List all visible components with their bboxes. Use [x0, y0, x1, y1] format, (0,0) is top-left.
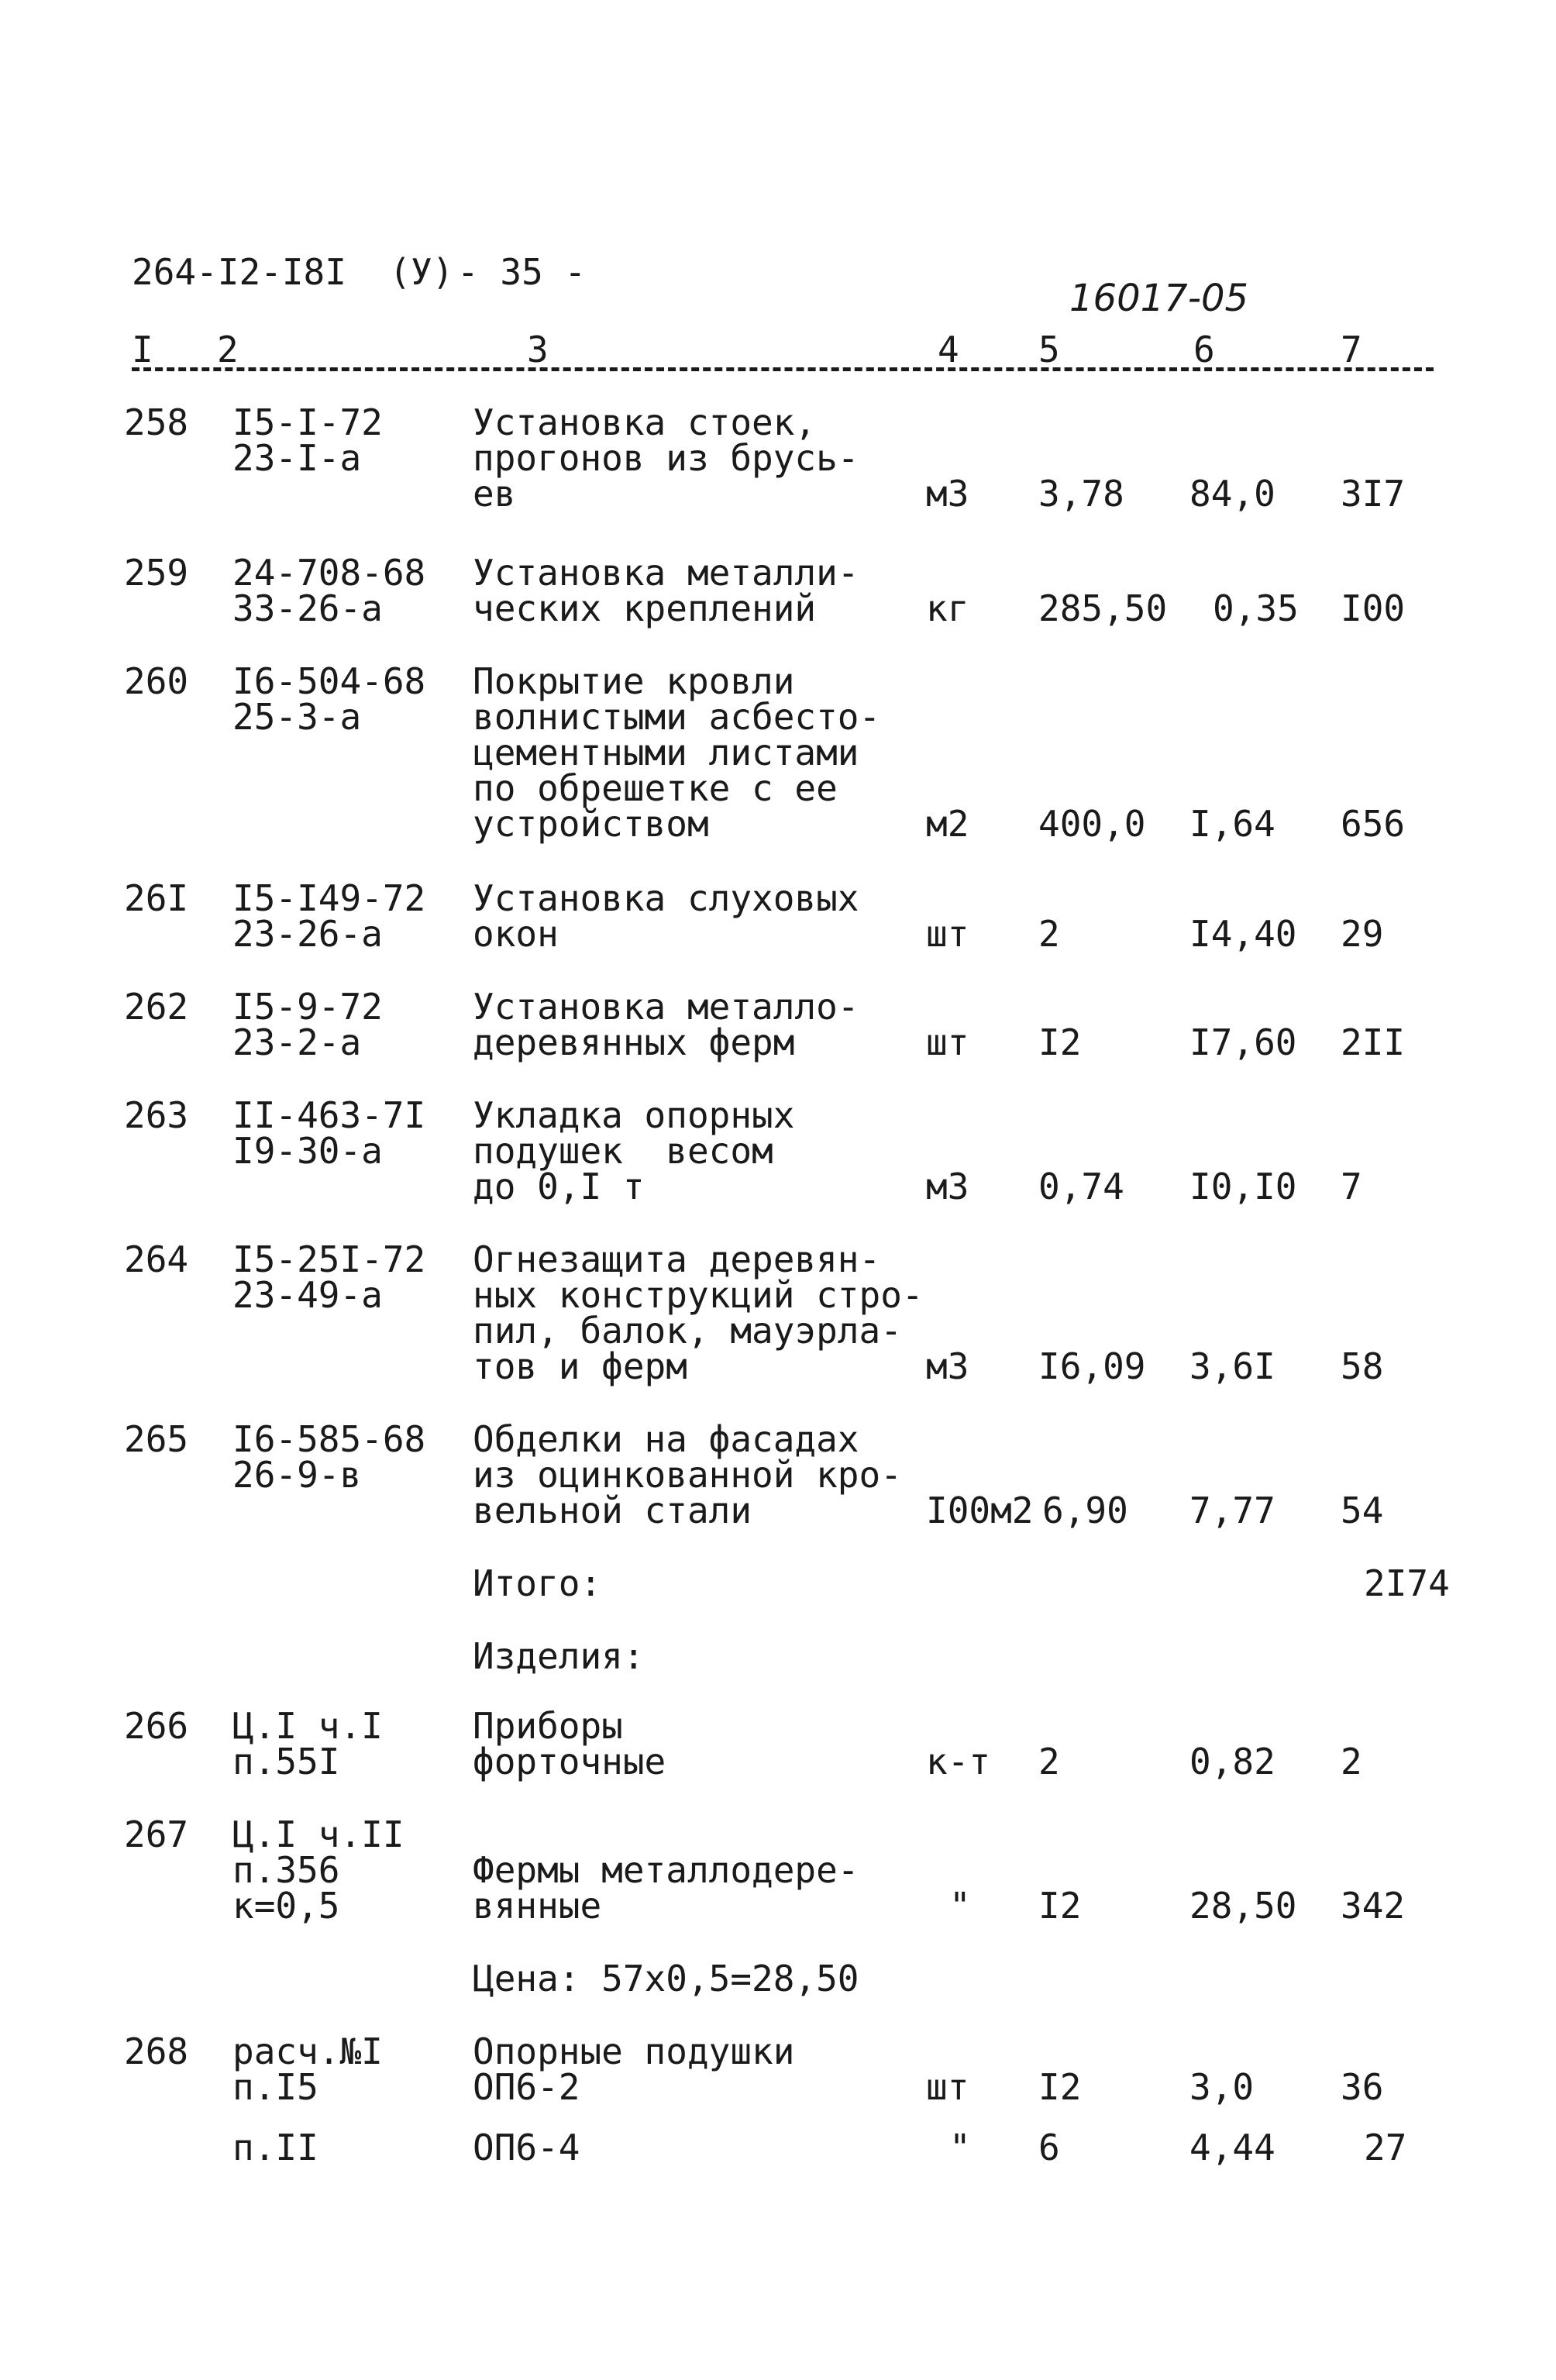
row-total: 36 — [1341, 2066, 1384, 2108]
row-unit: м2 — [926, 803, 969, 845]
subtotal-value: 2I74 — [1364, 1562, 1450, 1604]
row-quantity: 6 — [1038, 2127, 1060, 2168]
row-code: I5-9-72 23-2-а — [232, 986, 383, 1063]
column-header: I — [132, 329, 153, 370]
row-code: II-463-7I I9-30-а — [232, 1094, 426, 1172]
row-total: 3I7 — [1341, 473, 1406, 515]
row-unit: " — [949, 2127, 971, 2168]
row-unit: I00м2 — [926, 1490, 1034, 1531]
row-total: 7 — [1341, 1166, 1362, 1207]
row-unit: к-т — [926, 1741, 991, 1782]
row-description: Фермы металлодере- вянные — [473, 1849, 859, 1927]
price-note: Цена: 57х0,5=28,50 — [473, 1958, 859, 1999]
row-code: расч.№I п.I5 — [232, 2030, 383, 2108]
row-quantity: 6,90 — [1042, 1490, 1128, 1531]
row-number: 259 — [124, 552, 189, 594]
row-code: Ц.I ч.II п.356 к=0,5 — [232, 1813, 404, 1927]
row-total: 58 — [1341, 1345, 1384, 1387]
column-header: 3 — [527, 329, 549, 370]
row-description: Опорные подушки ОП6-2 — [473, 2030, 795, 2108]
row-price: I4,40 — [1189, 913, 1297, 955]
row-unit: шт — [926, 1021, 969, 1063]
row-price: 0,35 — [1213, 587, 1299, 629]
row-total: 656 — [1341, 803, 1406, 845]
row-price: I0,I0 — [1189, 1166, 1297, 1207]
row-number: 262 — [124, 986, 189, 1028]
header-dashed-rule — [132, 367, 1434, 371]
row-description: Огнезащита деревян- ных конструкций стро- пил, балок, мауэрла- тов и ферм — [473, 1238, 924, 1387]
subtotal-label: Итого: — [473, 1562, 602, 1604]
row-quantity: 2 — [1038, 1741, 1060, 1782]
row-price: 0,82 — [1189, 1741, 1275, 1782]
row-total: I00 — [1341, 587, 1406, 629]
row-number: 266 — [124, 1705, 189, 1747]
row-total: 2 — [1341, 1741, 1362, 1782]
row-total: 2II — [1341, 1021, 1406, 1063]
row-number: 263 — [124, 1094, 189, 1136]
row-unit: м3 — [926, 1166, 969, 1207]
row-description: ОП6-4 — [473, 2127, 580, 2168]
row-unit: шт — [926, 2066, 969, 2108]
column-header: 6 — [1193, 329, 1215, 370]
row-code: Ц.I ч.I п.55I — [232, 1705, 383, 1782]
row-code: I5-I49-72 23-26-а — [232, 877, 426, 955]
row-unit: шт — [926, 913, 969, 955]
row-total: 27 — [1364, 2127, 1407, 2168]
column-header-row — [132, 329, 1434, 378]
column-header: 2 — [217, 329, 239, 370]
row-price: 28,50 — [1189, 1885, 1297, 1927]
row-price: 3,6I — [1189, 1345, 1275, 1387]
row-code: I6-585-68 26-9-в — [232, 1418, 426, 1496]
row-unit: кг — [926, 587, 969, 629]
row-description: Установка металло- деревянных ферм — [473, 986, 859, 1063]
row-description: Обделки на фасадах из оцинкованной кро- вельной стали — [473, 1418, 902, 1531]
row-description: Установка стоек, прогонов из брусь- ев — [473, 401, 859, 515]
section-heading: Изделия: — [473, 1635, 645, 1677]
row-price: 7,77 — [1189, 1490, 1275, 1531]
row-number: 268 — [124, 2030, 189, 2072]
row-description: Установка слуховых окон — [473, 877, 859, 955]
row-description: Укладка опорных подушек весом до 0,I т — [473, 1094, 795, 1207]
row-quantity: I2 — [1038, 1885, 1082, 1927]
row-description: Покрытие кровли волнистыми асбесто- цементными листами по обрешетке с ее устройством — [473, 660, 881, 845]
row-quantity: 0,74 — [1038, 1166, 1124, 1207]
row-number: 260 — [124, 660, 189, 702]
row-number: 26I — [124, 877, 189, 919]
row-description: Приборы форточные — [473, 1705, 666, 1782]
row-number: 267 — [124, 1813, 189, 1855]
row-code: I5-25I-72 23-49-а — [232, 1238, 426, 1316]
row-unit: " — [949, 1885, 971, 1927]
row-quantity: 400,0 — [1038, 803, 1146, 845]
row-total: 29 — [1341, 913, 1384, 955]
column-header: 4 — [938, 329, 959, 370]
row-price: 84,0 — [1189, 473, 1275, 515]
column-header: 5 — [1038, 329, 1060, 370]
row-price: I7,60 — [1189, 1021, 1297, 1063]
row-unit: м3 — [926, 1345, 969, 1387]
row-description: Установка металли- ческих креплений — [473, 552, 859, 629]
row-code: I6-504-68 25-3-а — [232, 660, 426, 738]
row-price: 3,0 — [1189, 2066, 1255, 2108]
row-code: 24-708-68 33-26-а — [232, 552, 426, 629]
row-price: I,64 — [1189, 803, 1275, 845]
row-unit: м3 — [926, 473, 969, 515]
row-quantity: I6,09 — [1038, 1345, 1146, 1387]
row-code: I5-I-72 23-I-а — [232, 401, 383, 479]
page-number: - 35 - — [457, 251, 587, 293]
row-quantity: I2 — [1038, 1021, 1082, 1063]
row-quantity: I2 — [1038, 2066, 1082, 2108]
row-total: 54 — [1341, 1490, 1384, 1531]
row-number: 264 — [124, 1238, 189, 1280]
row-quantity: 285,50 — [1038, 587, 1168, 629]
row-number: 258 — [124, 401, 189, 443]
row-number: 265 — [124, 1418, 189, 1460]
column-header: 7 — [1341, 329, 1362, 370]
archive-number: 16017-05 — [1069, 277, 1249, 320]
document-code: 264-I2-I8I (У) — [132, 251, 454, 293]
row-total: 342 — [1341, 1885, 1406, 1927]
row-price: 4,44 — [1189, 2127, 1275, 2168]
row-quantity: 2 — [1038, 913, 1060, 955]
row-quantity: 3,78 — [1038, 473, 1124, 515]
row-code: п.II — [232, 2127, 318, 2168]
